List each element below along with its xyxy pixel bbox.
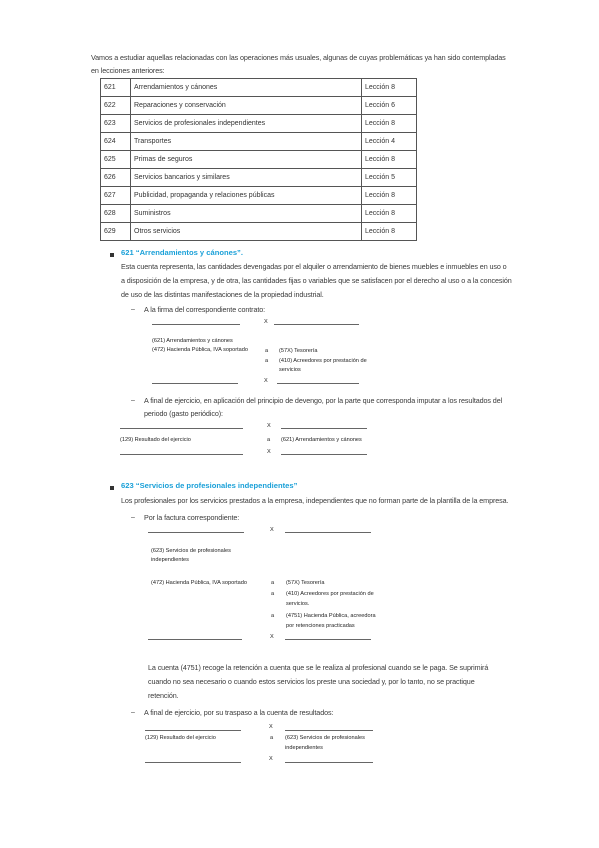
table-cell-name: Servicios de profesionales independientes: [131, 115, 362, 133]
entry-line: [274, 324, 359, 325]
entry-x: X: [267, 423, 271, 429]
table-cell-lesson: Lección 8: [362, 205, 417, 223]
section-621-para-3: de uso de las distintas manifestaciones de la propiedad industrial.: [121, 290, 324, 299]
entry-x: X: [269, 724, 273, 730]
table-cell-lesson: Lección 8: [362, 187, 417, 205]
table-row: [101, 115, 417, 133]
entry-a: a: [271, 580, 275, 586]
entry-x: X: [267, 449, 271, 455]
entry-line: [285, 532, 371, 533]
dash-icon: –: [131, 397, 135, 404]
entry-credit-1: (623) Servicios de profesionales: [285, 735, 365, 741]
entry-credit-3a: (4751) Hacienda Pública, acreedora: [286, 613, 376, 619]
intro-line-1: Vamos a estudiar aquellas relacionadas con las operaciones más usuales, algunas de cuyas problemáticas ya han sido contempladas: [91, 53, 506, 62]
entry-line: [120, 454, 243, 455]
entry-a: a: [267, 437, 271, 443]
table-row: [101, 151, 417, 169]
table-cell-name: Transportes: [131, 133, 362, 151]
table-cell-lesson: Lección 6: [362, 97, 417, 115]
section-623-note-3: retención.: [148, 691, 179, 700]
section-623-item-2: A final de ejercicio, por su traspaso a la cuenta de resultados:: [144, 708, 334, 717]
entry-credit: (621) Arrendamientos y cánones: [281, 437, 362, 443]
table-row: [101, 97, 417, 115]
table-cell-name: Publicidad, propaganda y relaciones públicas: [131, 187, 362, 205]
entry-credit-2: independientes: [285, 745, 323, 751]
entry-credit-2a: (410) Acreedores por prestación de: [279, 358, 367, 364]
dash-icon: –: [131, 514, 135, 521]
table-cell-lesson: Lección 8: [362, 115, 417, 133]
entry-line: [120, 428, 243, 429]
entry-credit-1: (57X) Tesorería: [279, 348, 318, 354]
entry-credit-2b: servicios: [279, 367, 301, 373]
section-623-note-2: cuando no sea necesario o cuando estos servicios los preste una sociedad y, por lo tanto, no se practique: [148, 677, 475, 686]
section-621-title: 621 “Arrendamientos y cánones”.: [121, 248, 243, 257]
entry-debit-1b: independientes: [151, 557, 189, 563]
section-623-title: 623 “Servicios de profesionales independientes”: [121, 481, 298, 490]
table-cell-lesson: Lección 8: [362, 79, 417, 97]
entry-line: [277, 383, 359, 384]
table-cell-lesson: Lección 8: [362, 151, 417, 169]
intro-line-2: en lecciones anteriores:: [91, 66, 165, 75]
entry-line: [152, 324, 240, 325]
entry-debit-1a: (623) Servicios de profesionales: [151, 548, 231, 554]
table-row: [101, 205, 417, 223]
entry-line: [145, 730, 241, 731]
table-row: [101, 187, 417, 205]
entry-debit: (129) Resultado del ejercicio: [145, 735, 216, 741]
entry-line: [285, 762, 373, 763]
table-cell-name: Otros servicios: [131, 223, 362, 241]
entry-credit-1: (57X) Tesorería: [286, 580, 325, 586]
table-row: [101, 79, 417, 97]
entry-a: a: [270, 735, 274, 741]
section-621-para-2: a disposición de la empresa, y de otra, las cantidades fijas o variables que se satisfacen por el derecho al uso o a la concesión: [121, 276, 512, 285]
section-621-para-1: Esta cuenta representa, las cantidades devengadas por el alquiler o arrendamiento de bienes muebles e inmuebles en uso o: [121, 262, 507, 271]
entry-line: [281, 428, 367, 429]
table-cell-name: Suministros: [131, 205, 362, 223]
table-cell-code: 627: [101, 187, 131, 205]
entry-a: a: [265, 358, 269, 364]
table-cell-name: Arrendamientos y cánones: [131, 79, 362, 97]
accounts-table: [100, 78, 417, 241]
table-cell-lesson: Lección 8: [362, 223, 417, 241]
entry-x: X: [269, 756, 273, 762]
entry-a: a: [265, 348, 269, 354]
entry-credit-3b: por retenciones practicadas: [286, 623, 355, 629]
table-cell-code: 623: [101, 115, 131, 133]
table-cell-code: 628: [101, 205, 131, 223]
table-row: [101, 133, 417, 151]
table-cell-name: Primas de seguros: [131, 151, 362, 169]
table-cell-code: 626: [101, 169, 131, 187]
table-cell-code: 629: [101, 223, 131, 241]
section-621-bullet: [110, 253, 114, 257]
section-621-item-2b: periodo (gasto periódico):: [144, 409, 223, 418]
table-cell-name: Servicios bancarios y similares: [131, 169, 362, 187]
entry-debit-2: (472) Hacienda Pública, IVA soportado: [152, 347, 248, 353]
entry-line: [281, 454, 367, 455]
section-621-item-2a: A final de ejercicio, en aplicación del principio de devengo, por la parte que corresponda imputar a los resultados del: [144, 396, 503, 405]
table-cell-code: 624: [101, 133, 131, 151]
entry-line: [285, 639, 371, 640]
table-cell-name: Reparaciones y conservación: [131, 97, 362, 115]
section-621-item-1: A la firma del correspondiente contrato:: [144, 305, 266, 314]
table-cell-code: 621: [101, 79, 131, 97]
entry-line: [148, 532, 244, 533]
entry-x: X: [264, 378, 268, 384]
table-row: [101, 223, 417, 241]
dash-icon: –: [131, 709, 135, 716]
table-cell-code: 625: [101, 151, 131, 169]
entry-a: a: [271, 613, 275, 619]
entry-debit-2: (472) Hacienda Pública, IVA soportado: [151, 580, 247, 586]
table-row: [101, 169, 417, 187]
section-623-para-1: Los profesionales por los servicios prestados a la empresa, independientes que no forman parte de la plantilla de la empresa.: [121, 496, 509, 505]
table-cell-lesson: Lección 5: [362, 169, 417, 187]
entry-debit: (129) Resultado del ejercicio: [120, 437, 191, 443]
section-623-note-1: La cuenta (4751) recoge la retención a cuenta que se le realiza al profesional cuando se le paga. Se suprimirá: [148, 663, 489, 672]
entry-line: [152, 383, 238, 384]
dash-icon: –: [131, 306, 135, 313]
table-cell-code: 622: [101, 97, 131, 115]
table-cell-lesson: Lección 4: [362, 133, 417, 151]
entry-x: X: [270, 527, 274, 533]
entry-a: a: [271, 591, 275, 597]
entry-credit-2a: (410) Acreedores por prestación de: [286, 591, 374, 597]
entry-x: X: [270, 634, 274, 640]
entry-line: [285, 730, 373, 731]
section-623-bullet: [110, 486, 114, 490]
entry-x: X: [264, 319, 268, 325]
section-623-item-1: Por la factura correspondiente:: [144, 513, 240, 522]
entry-debit-1: (621) Arrendamientos y cánones: [152, 338, 233, 344]
entry-line: [148, 639, 242, 640]
entry-line: [145, 762, 241, 763]
entry-credit-2b: servicios.: [286, 601, 310, 607]
